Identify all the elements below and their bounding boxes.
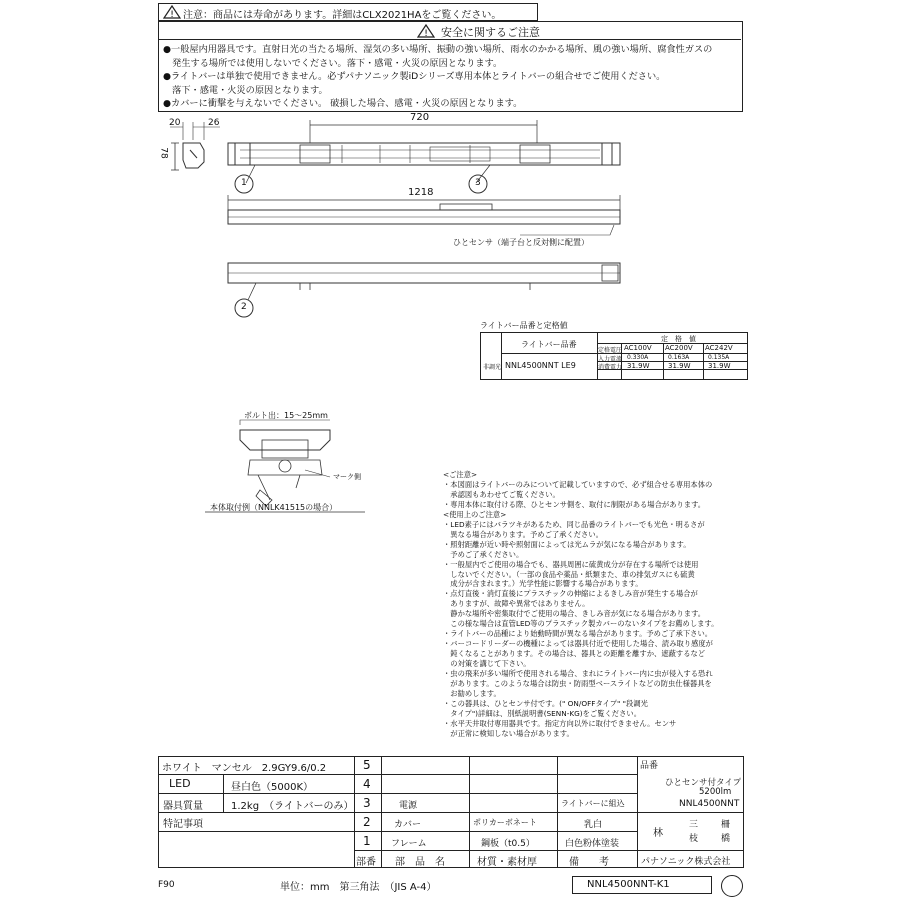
note-line: しないでください。（一部の食品や薬品・紙類また、車の排気ガスにも硫黄 bbox=[443, 569, 695, 579]
tb-sign: 三 bbox=[689, 820, 699, 830]
rating-current: 0.163A bbox=[668, 354, 690, 361]
note-line: 成分が含まれます。）光学性能に影響する場合があります。 bbox=[443, 579, 643, 589]
note-line: ・この器具は、ひとセンサ付です。(" ON/OFFタイプ" "段調光 bbox=[443, 698, 648, 708]
rating-caption: ライトバー品番と定格値 bbox=[480, 321, 568, 330]
note-line: が正常に検知しない場合があります。 bbox=[443, 728, 574, 738]
rating-volt: AC100V bbox=[624, 344, 652, 352]
note-line: <ご注意> bbox=[443, 470, 478, 479]
note-line: 承認図もあわせてご覧ください。 bbox=[443, 489, 560, 499]
tb-hinban-label: 品番 bbox=[640, 761, 659, 771]
note-line: ・点灯直後・消灯直後にプラスチックの伸縮によるきしみ音が発生する場合が bbox=[443, 589, 698, 599]
note-line: ・専用本体に取付ける際、ひとセンサ側を、取付に制限がある場合があります。 bbox=[443, 499, 706, 509]
tb-led: LED bbox=[169, 777, 191, 790]
mount-caption: 本体取付例（NNLK41515の場合） bbox=[210, 503, 338, 512]
note-line: ・LED素子にはバラツキがあるため、同じ品番のライトバーでも光色・明るさが bbox=[443, 519, 705, 529]
note-line: お勧めします。 bbox=[443, 688, 501, 698]
drawing-number: NNL4500NNT-K1 bbox=[587, 879, 670, 890]
note-line: ・一般屋内でご使用の場合でも、器具周囲に硫黄成分が存在する場所では使用 bbox=[443, 559, 699, 569]
tb-no-3: 3 bbox=[363, 796, 371, 810]
note-line: この様な場合は直管LED等のプラスチック製カバーのないタイプをお薦めします。 bbox=[443, 619, 719, 629]
tb-part-1: フレーム bbox=[391, 839, 427, 849]
top-notice-text: 注意：商品には寿命があります。詳細はCLX2021HAをご覧ください。 bbox=[183, 10, 502, 21]
rating-row-voltage: 定格電圧 bbox=[598, 347, 623, 354]
note-line: ・本図面はライトバーのみについて記載していますので、必ず組合せる専用本体の bbox=[443, 479, 713, 489]
rating-table bbox=[480, 332, 748, 380]
callout-1: 1 bbox=[241, 178, 247, 188]
rating-row-current: 入力電流 bbox=[598, 356, 623, 363]
note-line: ありますが、故障や異常ではありません。 bbox=[443, 599, 590, 609]
tb-note-1: 白色粉体塗装 bbox=[565, 839, 620, 849]
tb-no-1: 1 bbox=[363, 834, 371, 848]
tb-weight: 1.2kg （ライトバーのみ） bbox=[231, 801, 354, 812]
tb-h-mat: 材質・素材厚 bbox=[477, 857, 537, 868]
tb-h-name: 部 品 名 bbox=[395, 857, 445, 868]
note-line: ・ライトバーの品種により始動時間が異なる場合があります。予めご了承下さい。 bbox=[443, 629, 713, 639]
dim-720: 720 bbox=[410, 112, 430, 123]
note-line: があります。このような場合は防虫・防雨型ベースライトなどの防虫仕様器具を bbox=[443, 679, 712, 689]
rating-type: 非調光 bbox=[483, 364, 502, 371]
note-line: 異なる場合があります。予めご了承ください。 bbox=[443, 529, 603, 539]
tb-company: パナソニック株式会社 bbox=[641, 857, 731, 867]
note-line: ・バーコードリーダーの機種によっては器具付近で使用した場合、読み取り感度が bbox=[443, 639, 713, 649]
tb-mat-1: 鋼板（t0.5） bbox=[481, 839, 535, 849]
note-line: 静かな場所や密集取付でご使用の場合、きしみ音が気になる場合があります。 bbox=[443, 609, 706, 619]
note-line: の対策を講じて下さい。 bbox=[443, 659, 531, 669]
note-line: タイプ")詳細は、別紙説明書(SENN-KG)をご覧ください。 bbox=[443, 708, 641, 718]
rating-current: 0.330A bbox=[627, 354, 649, 361]
rating-volt: AC200V bbox=[665, 344, 693, 352]
safety-line: ●一般屋内用器具です。直射日光の当たる場所、湿気の多い場所、振動の強い場所、雨水のかかる場所、風の強い場所、腐食性ガスの bbox=[163, 44, 713, 55]
unit-projection: 単位：mm 第三角法 （JIS A-4） bbox=[280, 882, 437, 893]
dim-20: 20 bbox=[169, 118, 181, 128]
tb-no-4: 4 bbox=[363, 777, 371, 791]
tb-color: ホワイト マンセル 2.9GY9.6/0.2 bbox=[162, 763, 327, 774]
rating-volt: AC242V bbox=[705, 344, 733, 352]
tb-sign: 橋 bbox=[721, 834, 731, 844]
safety-line: 発生する場所では使用しないでください。落下・感電・火災の原因となります。 bbox=[163, 57, 503, 69]
tb-special: 特記事項 bbox=[163, 819, 203, 830]
tb-led-color: 昼白色（5000K） bbox=[231, 782, 314, 793]
dim-1218: 1218 bbox=[408, 187, 434, 198]
safety-line: ●ライトバーは単独で使用できません。必ずパナソニック製iDシリーズ専用本体とライトバーの組合せでご使用ください。 bbox=[163, 71, 666, 82]
tb-mat-2: ポリカーボネート bbox=[473, 818, 537, 827]
svg-text:!: ! bbox=[424, 29, 428, 39]
rating-col-lightbar: ライトバー品番 bbox=[521, 340, 577, 349]
rating-power: 31.9W bbox=[627, 362, 650, 370]
tb-sign: 林 bbox=[653, 828, 663, 839]
callout-3: 3 bbox=[475, 178, 481, 188]
note-line: ・水平天井取付専用器具です。指定方向以外に取付できません。センサ bbox=[443, 718, 677, 728]
rating-model: NNL4500NNT LE9 bbox=[505, 361, 576, 370]
dim-78: 78 bbox=[158, 147, 169, 159]
bolt-label: ボルト出：15～25mm bbox=[244, 411, 328, 420]
title-block bbox=[158, 756, 744, 868]
rating-power: 31.9W bbox=[668, 362, 691, 370]
tb-part-3: 電源 bbox=[399, 801, 418, 811]
tb-note-2: 乳白 bbox=[584, 820, 603, 830]
note-line: 予めご了承ください。 bbox=[443, 549, 524, 559]
callout-2: 2 bbox=[241, 302, 247, 312]
rating-power: 31.9W bbox=[708, 362, 731, 370]
sheet-size: F90 bbox=[158, 880, 175, 890]
tb-no-5: 5 bbox=[363, 758, 371, 772]
tb-h-no: 部番 bbox=[356, 857, 376, 868]
safety-line: ●カバーに衝撃を与えないでください。 破損した場合、感電・火災の原因となります。 bbox=[163, 98, 523, 109]
tb-model: NNL4500NNT bbox=[679, 799, 740, 809]
tb-sign: 枝 bbox=[689, 834, 699, 844]
notes-block bbox=[443, 470, 718, 739]
note-line: <使用上のご注意> bbox=[443, 509, 507, 519]
rating-current: 0.135A bbox=[708, 354, 730, 361]
note-line: ・照射距離が近い時や照射面によっては光ムラが気になる場合があります。 bbox=[443, 539, 691, 549]
drawing-number-box bbox=[572, 876, 712, 894]
tb-lumen: 5200lm bbox=[699, 787, 732, 797]
note-line: 鈍くなることがあります。その場合は、器具との距離を離すか、遮蔽するなど bbox=[443, 649, 706, 659]
svg-text:!: ! bbox=[170, 10, 174, 20]
tb-weight-label: 器具質量 bbox=[163, 801, 203, 812]
tb-part-2: カバー bbox=[394, 820, 422, 830]
mark-side-label: マーク側 bbox=[333, 473, 361, 481]
safety-line: 落下・感電・火災の原因となります。 bbox=[163, 84, 328, 96]
tb-note-3: ライトバーに組込 bbox=[561, 799, 625, 808]
tb-sign: 柵 bbox=[721, 820, 731, 830]
tb-h-note: 備 考 bbox=[569, 857, 609, 868]
safety-title: 安全に関するご注意 bbox=[441, 26, 540, 39]
revision-circle bbox=[721, 875, 743, 897]
sensor-note: ひとセンサ（端子台と反対側に配置） bbox=[453, 238, 589, 247]
note-line: ・虫の飛来が多い場所で使用される場合、まれにライトバー内に虫が侵入する恐れ bbox=[443, 669, 713, 679]
tb-no-2: 2 bbox=[363, 815, 371, 829]
rating-col-rating: 定 格 値 bbox=[661, 335, 696, 343]
dim-26: 26 bbox=[208, 118, 220, 128]
rating-row-power: 消費電力 bbox=[598, 364, 623, 371]
tb-product-type: ひとセンサ付タイプ bbox=[665, 778, 742, 788]
